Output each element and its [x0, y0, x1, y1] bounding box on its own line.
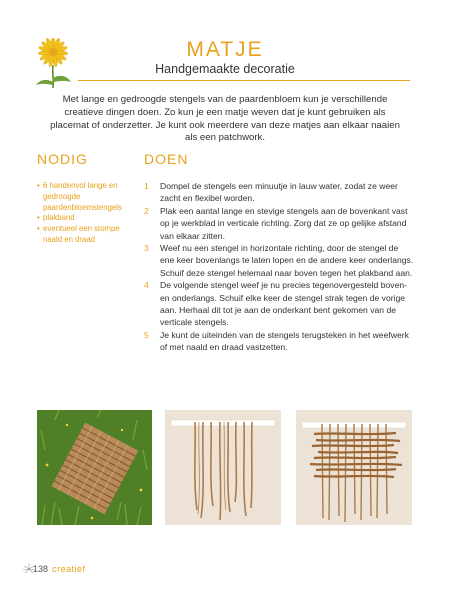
page-footer	[33, 564, 86, 574]
step-number: 5	[144, 329, 149, 340]
title-divider	[78, 80, 410, 81]
section-name: creatief	[52, 564, 86, 574]
step-number: 1	[144, 181, 149, 191]
material-text: plakband	[43, 213, 75, 223]
step-number: 4	[144, 280, 149, 291]
material-text: eventueel een stompe naald en draad	[43, 224, 120, 244]
step-item	[144, 242, 414, 279]
page-number: 138	[33, 564, 49, 574]
bullet-icon: •	[37, 224, 40, 234]
bullet-icon: •	[37, 181, 40, 190]
doen-heading: DOEN	[144, 151, 189, 167]
page-subtitle: Handgemaakte decoratie	[155, 62, 295, 76]
step-number: 3	[144, 243, 149, 254]
intro-paragraph: Met lange en gedroogde stengels van de paardenbloem kun je verschillende creatieve dingen doen. Zo kun je een matje weven dat je kunt gebruiken als placemat of onderzetter. Je kunt ook meerdere van deze matjes aan elkaar naaien als een patchwork.	[50, 94, 400, 144]
step-item	[144, 180, 414, 205]
material-text: 6 handenvol lange en gedroogde paardenbloemstengels	[43, 181, 122, 212]
list-item	[37, 213, 129, 224]
weaving-progress-photo	[296, 410, 412, 525]
page-title: MATJE	[186, 38, 264, 61]
step-number: 2	[144, 205, 149, 216]
step-item	[144, 279, 414, 329]
step-text: Je kunt de uiteinden van de stengels terugsteken in het weefwerk of met naald en draad vastzetten.	[160, 329, 409, 353]
step-text: Weef nu een stengel in horizontale richting, door de stengel de ene keer bovenlangs te laten lopen en de andere keer onderlangs. Schuif deze stengel helemaal naar boven tegen het plakband aan.	[160, 243, 414, 278]
step-text: Plak een aantal lange en stevige stengels aan de bovenkant vast op je werkblad in verticale richting. Zorg dat ze op gelijke afstand van elkaar zitten.	[160, 205, 408, 241]
step-text: Dompel de stengels een minuutje in lauw water, zodat ze weer zacht en flexibel worden.	[160, 181, 398, 204]
nodig-heading: NODIG	[37, 151, 88, 167]
taped-stems-photo	[165, 410, 281, 525]
bullet-icon: •	[37, 213, 40, 223]
list-item	[37, 181, 129, 213]
mat-on-grass-photo	[37, 410, 152, 525]
step-text: De volgende stengel weef je nu precies tegenovergesteld boven- en onderlangs. Schuif elke keer de stengel strak tegen de vorige aan. Herhaal dit tot je aan de onderkant bent gekomen van de verticale stengels.	[160, 280, 407, 328]
steps-list	[144, 180, 414, 354]
step-item	[144, 205, 414, 242]
materials-list	[37, 181, 129, 246]
list-item	[37, 224, 129, 246]
step-item	[144, 329, 414, 354]
